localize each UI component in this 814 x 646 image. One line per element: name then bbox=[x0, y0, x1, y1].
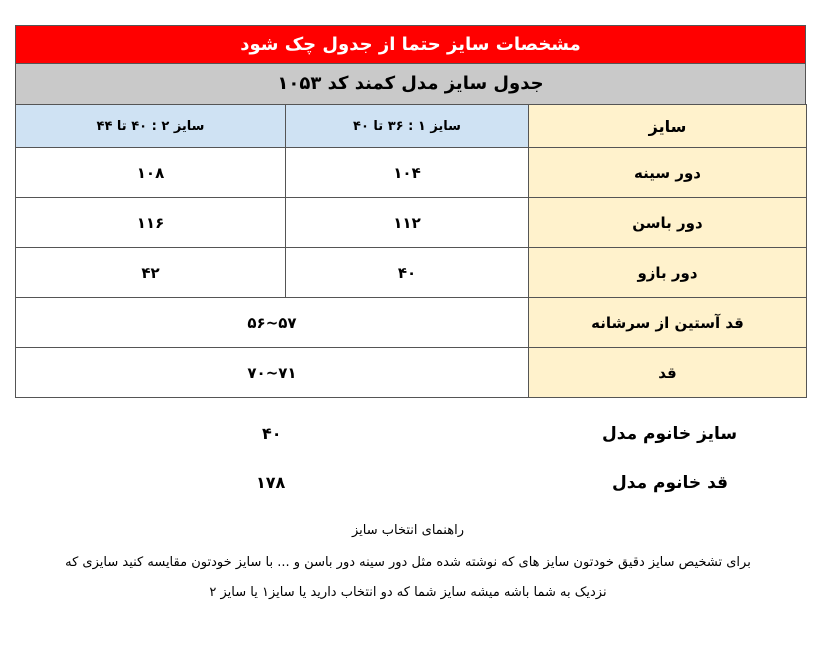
row-label: قد آستین از سرشانه bbox=[529, 298, 807, 348]
size-label-header: سایز bbox=[529, 105, 807, 148]
size-table bbox=[15, 104, 807, 398]
size2-value: ۱۱۶ bbox=[16, 198, 286, 248]
size1-value: ۱۱۲ bbox=[286, 198, 529, 248]
guide-line-1: برای تشخیص سایز دقیق خودتون سایز های که نوشته شده مثل دور سینه دور باسن و ... با سایز خودتون مقایسه کنید سایزی که bbox=[65, 555, 751, 570]
table-row bbox=[16, 148, 807, 198]
row-label: دور باسن bbox=[529, 198, 807, 248]
size1-header: سایز ۱ : ۳۶ تا ۴۰ bbox=[286, 105, 529, 148]
table-title: جدول سایز مدل کمند کد ۱۰۵۳ bbox=[15, 63, 806, 105]
size2-header: سایز ۲ : ۴۰ تا ۴۴ bbox=[16, 105, 286, 148]
table-row bbox=[16, 348, 807, 398]
model-height-label: قد خانوم مدل bbox=[612, 473, 729, 493]
size-chart bbox=[15, 25, 806, 398]
table-row bbox=[16, 248, 807, 298]
guide-line-2: نزدیک به شما باشه میشه سایز شما که دو انتخاب دارید یا سایز۱ یا سایز ۲ bbox=[209, 585, 607, 600]
table-row bbox=[16, 298, 807, 348]
table-header-row bbox=[16, 105, 807, 148]
merged-value: ۵۶~۵۷ bbox=[16, 298, 529, 348]
model-size-value: ۴۰ bbox=[262, 424, 282, 443]
table-row bbox=[16, 198, 807, 248]
row-label: دور بازو bbox=[529, 248, 807, 298]
guide-title: راهنمای انتخاب سایز bbox=[352, 523, 464, 538]
size2-value: ۱۰۸ bbox=[16, 148, 286, 198]
row-label: دور سینه bbox=[529, 148, 807, 198]
model-height-value: ۱۷۸ bbox=[256, 473, 286, 492]
size1-value: ۴۰ bbox=[286, 248, 529, 298]
warning-banner: مشخصات سایز حتما از جدول چک شود bbox=[15, 25, 806, 64]
merged-value: ۷۰~۷۱ bbox=[16, 348, 529, 398]
row-label: قد bbox=[529, 348, 807, 398]
size2-value: ۴۲ bbox=[16, 248, 286, 298]
size1-value: ۱۰۴ bbox=[286, 148, 529, 198]
model-size-label: سایز خانوم مدل bbox=[602, 424, 738, 444]
